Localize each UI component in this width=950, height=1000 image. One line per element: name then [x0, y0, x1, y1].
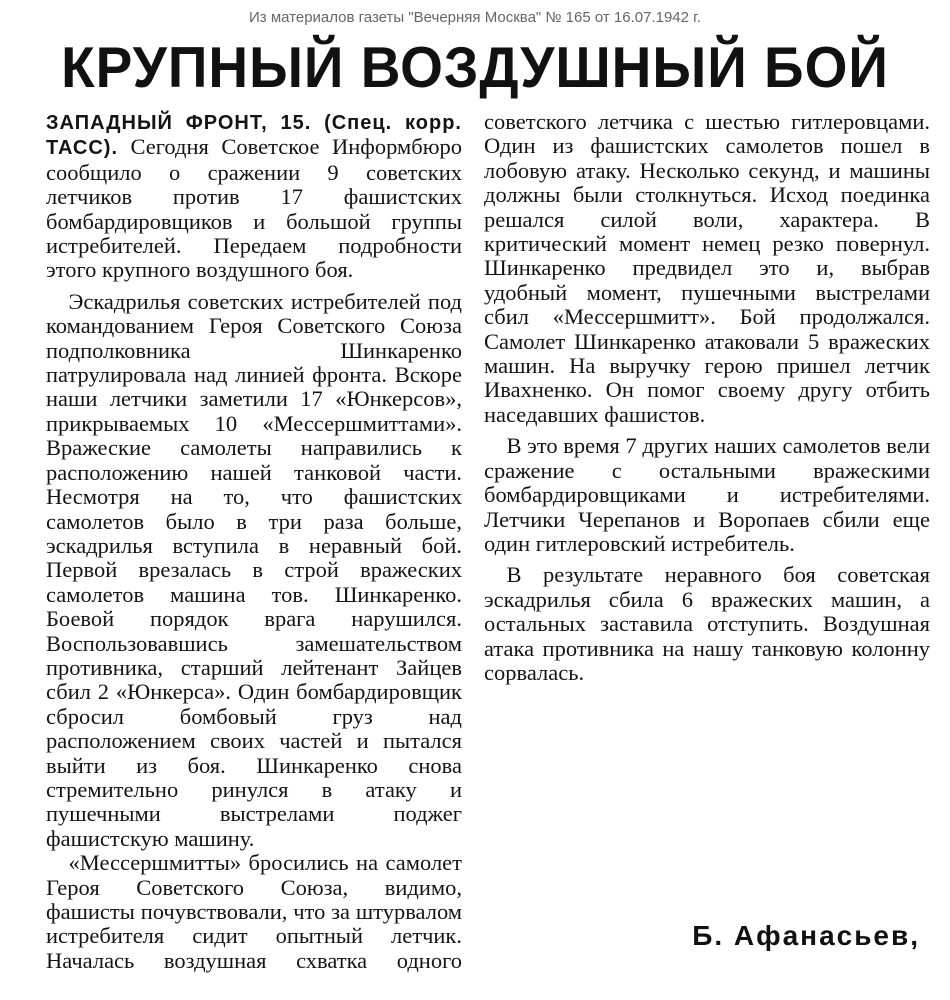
article-column-left — [46, 110, 462, 973]
article-column-right — [484, 110, 930, 685]
article-paragraph-1: Сегодня Советское Информбюро сообщило о сражении 9 советских летчиков против 17 фашистских бомбардировщиков и большой группы истребителей. Передаем подробности этого крупного воздушного боя. — [46, 134, 462, 283]
article-paragraph-3: «Мессершмитты» бросились на самолет Героя Советского Союза, видимо, фашисты почувствовали, что за штурвалом истребителя сидит опытный летчик. Началась воздушная схватка одного — [46, 850, 462, 973]
article-dateline: ЗАПАДНЫЙ ФРОНТ, 15. (Спец. корр. ТАСС). — [46, 112, 462, 160]
article-paragraph-4: В это время 7 других наших самолетов вели сражение с остальными вражескими бомбардировщиками и истребителями. Летчики Черепанов и Воропаев сбили еще один гитлеровский истребитель. — [484, 433, 930, 556]
author-signature: Б. Афанасьев, — [692, 920, 920, 951]
article-paragraph-3-continued: советского летчика с шестью гитлеровцами. Один из фашистских самолетов пошел в лобовую атаку. Несколько секунд, и машины должны были столкнуться. Исход поединка решался силой воли, характера. В критический момент немец резко повернул. Шинкаренко предвидел это и, выбрав удобный момент, пушечными выстрелами сбил «Мессершмитт». Бой продолжался. Самолет Шинкаренко атаковали 5 вражеских машин. На выручку герою пришел летчик Ивахненко. Он помог своему другу отбить наседавших фашистов. — [484, 109, 930, 427]
article-paragraph-2: Эскадрилья советских истребителей под командованием Героя Советского Союза подполковника Шинкаренко патрулировала над линией фронта. Вскоре наши летчики заметили 17 «Юнкерсов», прикрываемых 10 «Мессершмиттами». Вражеские самолеты направились к расположению нашей танковой части. Несмотря на то, что фашистских самолетов было в три раза больше, эскадрилья вступила в неравный бой. Первой врезалась в строй вражеских самолетов машина тов. Шинкаренко. Боевой порядок врага нарушился. Воспользовавшись замешательством противника, старший лейтенант Зайцев сбил 2 «Юнкерса». Один бомбардировщик сбросил бомбовый груз над расположением своих частей и пытался выйти из боя. Шинкаренко снова стремительно ринулся в атаку и пушечными выстрелами поджег фашистскую машину. — [46, 288, 462, 851]
article-lead — [46, 110, 462, 283]
source-caption: Из материалов газеты "Вечерняя Москва" № 165 от 16.07.1942 г. — [249, 9, 701, 26]
article-headline: КРУПНЫЙ ВОЗДУШНЫЙ БОЙ — [61, 34, 889, 100]
article-paragraph-5: В результате неравного боя советская эскадрилья сбила 6 вражеских машин, а остальных заставила отступить. Воздушная атака противника на нашу танковую колонну сорвалась. — [484, 562, 930, 685]
